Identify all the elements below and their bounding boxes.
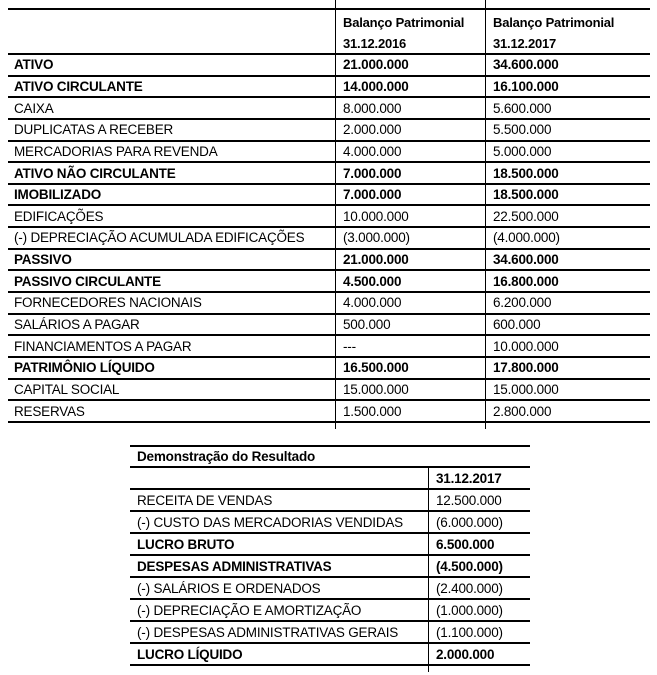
income-statement-row [130,622,530,644]
account-label: CAIXA [14,100,54,116]
balance-sheet-row [8,163,650,185]
account-label: LUCRO LÍQUIDO [137,646,243,662]
balance-sheet-row [8,228,650,250]
balance-sheet-row [8,142,650,164]
account-label: FORNECEDORES NACIONAIS [14,295,202,311]
account-label: PASSIVO [14,252,72,268]
account-label: (-) DESPESAS ADMINISTRATIVAS GERAIS [137,624,399,640]
value-2017: (2.400.000) [428,578,530,598]
value-2017: 600.000 [485,315,650,335]
value-2017: 6.200.000 [485,293,650,313]
balance-sheet-header-row [8,10,650,55]
value-2016: 8.000.000 [335,98,485,118]
balance-sheet-row [8,315,650,337]
account-label: PATRIMÔNIO LÍQUIDO [14,360,155,376]
income-statement-title: Demonstração do Resultado [137,449,316,464]
account-label: ATIVO CIRCULANTE [14,78,143,94]
balance-sheet-header-2017-date: 31.12.2017 [493,36,557,51]
income-statement-body [130,490,530,666]
value-2017: 2.000.000 [428,644,530,664]
balance-sheet-row [8,77,650,99]
value-2016: 1.500.000 [335,401,485,421]
balance-sheet-row [8,206,650,228]
value-2017: 5.500.000 [485,120,650,140]
balance-sheet-row [8,55,650,77]
account-label: (-) SALÁRIOS E ORDENADOS [137,580,321,596]
value-2017: (1.100.000) [428,622,530,642]
account-label: IMOBILIZADO [14,187,102,203]
account-label: ATIVO NÃO CIRCULANTE [14,165,176,181]
value-2016: 4.000.000 [335,142,485,162]
income-statement-row [130,512,530,534]
value-2016: 500.000 [335,315,485,335]
value-2016: 4.500.000 [335,271,485,291]
income-statement-title-row [130,447,530,468]
balance-sheet-header-empty-cell [8,10,335,53]
balance-sheet-row [8,120,650,142]
value-2017: 12.500.000 [428,490,530,510]
balance-sheet-row [8,336,650,358]
balance-sheet-header-2016-date: 31.12.2016 [343,36,407,51]
balance-sheet-header-2017-title: Balanço Patrimonial [493,15,615,30]
value-2017: 34.600.000 [485,55,650,75]
balance-sheet-row [8,271,650,293]
value-2016: 10.000.000 [335,206,485,226]
account-label: (-) DEPRECIAÇÃO ACUMULADA EDIFICAÇÕES [14,230,305,246]
account-label: (-) CUSTO DAS MERCADORIAS VENDIDAS [137,514,403,530]
balance-sheet-row [8,98,650,120]
income-statement-row [130,644,530,666]
column-divider-overhang [335,423,336,429]
value-2017: (6.000.000) [428,512,530,532]
account-label: MERCADORIAS PARA REVENDA [14,143,218,159]
value-2017: (1.000.000) [428,600,530,620]
value-2017: 16.100.000 [485,77,650,97]
balance-sheet-row [8,380,650,402]
account-label: LUCRO BRUTO [137,536,235,552]
account-label: (-) DEPRECIAÇÃO E AMORTIZAÇÃO [137,602,362,618]
account-label: FINANCIAMENTOS A PAGAR [14,338,192,354]
value-2017: 10.000.000 [485,336,650,356]
balance-sheet-row [8,250,650,272]
balance-sheet-body [8,55,650,423]
value-2017: 5.600.000 [485,98,650,118]
value-2017: 34.600.000 [485,250,650,270]
income-statement-row [130,556,530,578]
account-label: CAPITAL SOCIAL [14,381,120,397]
value-2016: 21.000.000 [335,55,485,75]
income-statement-table [130,445,530,666]
account-label: DUPLICATAS A RECEBER [14,122,174,138]
account-label: ATIVO [14,57,54,73]
income-statement-row [130,490,530,512]
value-2016: 21.000.000 [335,250,485,270]
balance-sheet-row [8,185,650,207]
balance-sheet-row [8,358,650,380]
account-label: RECEITA DE VENDAS [137,492,273,508]
value-2017: 2.800.000 [485,401,650,421]
income-statement-row [130,600,530,622]
balance-sheet-table [8,8,650,423]
value-2017: 15.000.000 [485,380,650,400]
value-2017: 18.500.000 [485,163,650,183]
income-statement-header-row [130,468,530,490]
account-label: DESPESAS ADMINISTRATIVAS [137,558,332,574]
value-2016: 7.000.000 [335,163,485,183]
income-statement-period-header: 31.12.2017 [428,468,530,488]
balance-sheet-row [8,293,650,315]
value-2016: 4.000.000 [335,293,485,313]
income-statement-row [130,534,530,556]
value-2016: 15.000.000 [335,380,485,400]
value-2017: 18.500.000 [485,185,650,205]
value-2016: 7.000.000 [335,185,485,205]
balance-sheet-header-2017-cell [485,10,650,53]
balance-sheet-row [8,401,650,423]
column-divider-overhang [485,423,486,429]
value-2017: 17.800.000 [485,358,650,378]
income-statement-header-empty-cell [130,468,428,488]
balance-sheet-header-2016-cell [335,10,485,53]
value-2017: 6.500.000 [428,534,530,554]
value-2017: 22.500.000 [485,206,650,226]
value-2017: 5.000.000 [485,142,650,162]
account-label: PASSIVO CIRCULANTE [14,273,161,289]
value-2016: 16.500.000 [335,358,485,378]
value-2016: 14.000.000 [335,77,485,97]
value-2017: (4.500.000) [428,556,530,576]
value-2017: 16.800.000 [485,271,650,291]
value-2017: (4.000.000) [485,228,650,248]
value-2016: (3.000.000) [335,228,485,248]
column-divider-overhang [428,666,429,672]
account-label: RESERVAS [14,403,85,419]
balance-sheet-header-2016-title: Balanço Patrimonial [343,15,465,30]
account-label: EDIFICAÇÕES [14,208,104,224]
account-label: SALÁRIOS A PAGAR [14,317,140,332]
income-statement-row [130,578,530,600]
value-2016: 2.000.000 [335,120,485,140]
value-2016: --- [335,336,485,356]
